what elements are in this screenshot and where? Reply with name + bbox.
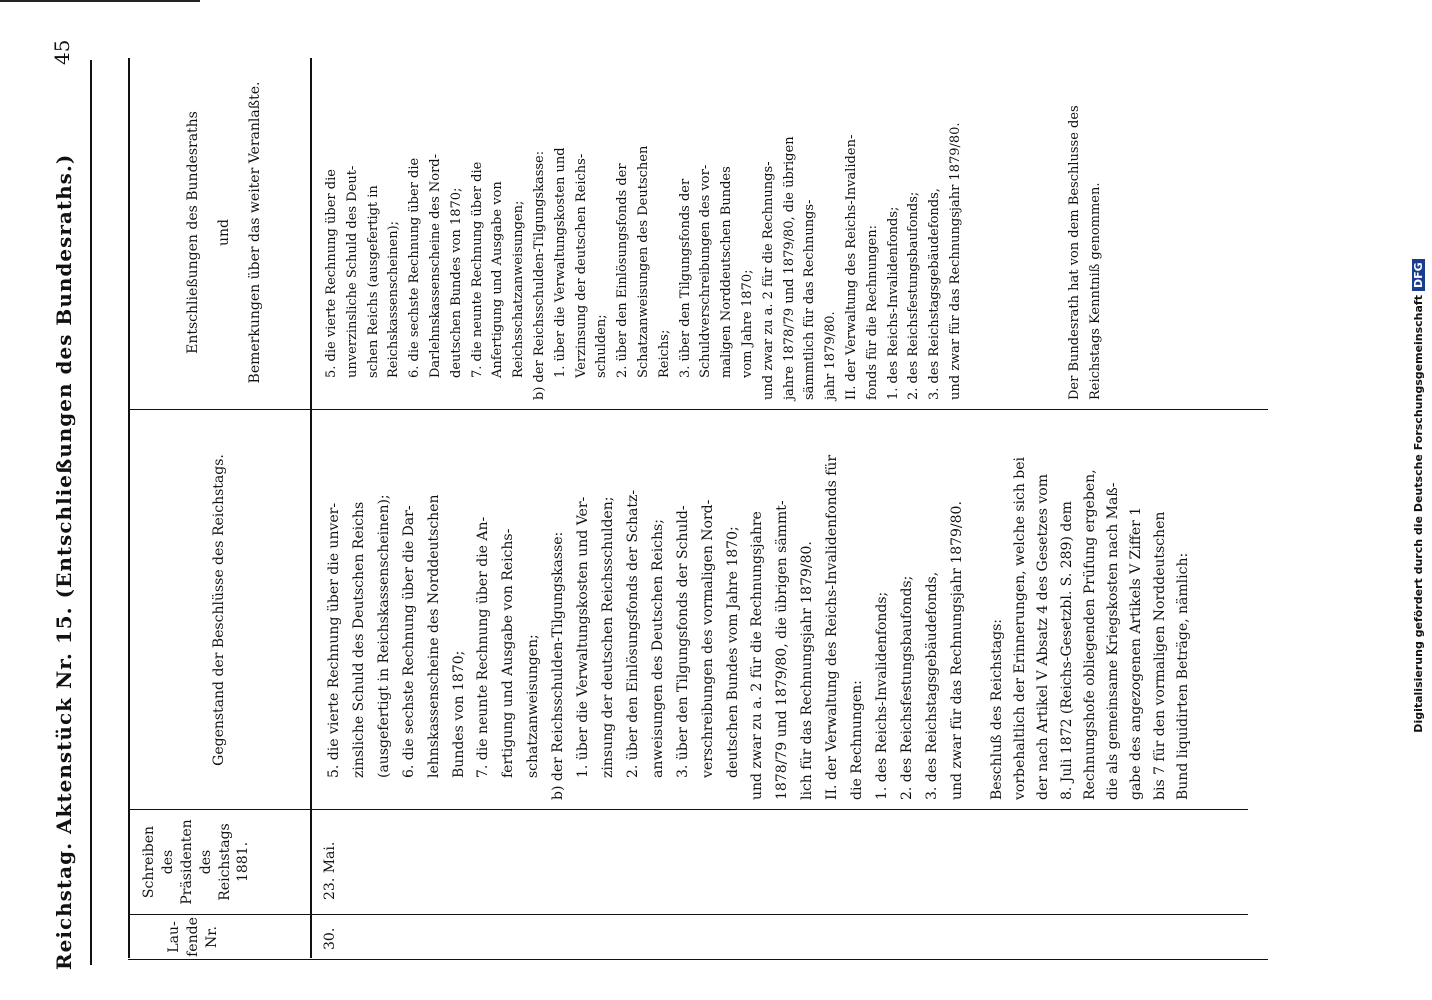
text-line: die als gemeinsame Kriegskosten nach Maß- [1105,482,1122,800]
text-line: 1878/79 und 1879/80, die übrigen sämmt- [774,500,791,800]
text-line: 7. die neunte Rechnung über die [469,161,485,378]
credit-label: Digitalisierung gefördert durch die Deutsche Forschungsgemeinschaft [1412,295,1425,733]
text-line: vom Jahre 1870; [739,269,755,378]
text-line: maligen Norddeutschen Bundes [719,166,735,378]
text-line: II. der Verwaltung des Reichs-Invaliden- [843,134,859,400]
text-line: II. der Verwaltung des Reichs-Invalidenfonds für [824,454,841,800]
text-line: anweisungen des Deutschen Reichs; [649,519,666,778]
text-line: 3. über den Tilgungsfonds der [677,178,693,378]
text-line: Bund liquidirten Beträge, nämlich: [1174,552,1191,800]
text-line: b) der Reichsschulden-Tilgungskasse: [531,150,547,400]
text-line: 7. die neunte Rechnung über die An- [475,516,492,778]
text-line: 2. über den Einlösungsfonds der Schatz- [624,489,641,778]
text-line: 8. Juli 1872 (Reichs-Gesetzbl. S. 289) dem [1058,501,1075,800]
text-line: 1. des Reichs-Invalidenfonds; [873,591,890,800]
text-line: 5. die vierte Rechnung über die [324,169,339,378]
text-line: jahre 1878/79 und 1879/80, die übrigen [781,136,797,400]
text-line: Rechnungshofe obliegenden Prüfung ergeben, [1081,469,1098,800]
text-line: lehnskassenscheine des Norddeutschen [425,494,442,778]
text-line: Reichstags Kenntniß genommen. [1087,182,1103,400]
text-line: 5. die vierte Rechnung über die unver- [326,502,342,778]
text-line: Schatzanweisungen des Deutschen [635,145,651,378]
text-line: fertigung und Ausgabe von Reichs- [500,528,517,778]
page-header [0,0,92,1000]
table-top-rule [128,58,130,958]
text-line: deutschen Bundes von 1870; [448,187,464,378]
row-number: 30. [322,927,338,950]
resolution-text [986,415,1195,800]
text-line: und zwar für das Rechnungsjahr 1879/80. [948,501,965,800]
text-line: 2. des Reichsfestungsbaufonds; [898,575,915,800]
page-number: 45 [50,39,74,65]
col-divider-3 [128,409,1268,410]
text-line: Darlehnskassenscheine des Nord- [427,153,443,378]
text-line: zinsung der deutschen Reichsschulden; [599,496,616,778]
row-date: 23. Mai. [322,841,338,900]
text-line: Der Bundesrath hat von dem Beschlusse des [1067,105,1082,400]
header-lfd-nr: Lau- fende Nr. [166,917,220,957]
text-line: 3. des Reichstagsgebäudefonds, [923,571,940,800]
header-date: Schreiben des Präsidenten des Reichstags 1881. [141,819,252,905]
text-line: Verzinsung der deutschen Reichs- [573,153,589,378]
text-line: Reichsschatzanweisungen; [511,200,527,378]
decision-note [1065,60,1107,400]
table-head-rule [310,58,312,958]
text-line: 1. des Reichs-Invalidenfonds; [885,206,901,400]
text-line: verschreibungen des vormaligen Nord- [699,499,716,778]
credit-text [1412,0,1425,996]
header-decisions: Entschließungen des Bundesraths und Bemerkungen über das weiter Veranlaßte. [185,81,263,384]
text-line: sämmtlich für das Rechnungs- [802,199,818,400]
text-line: 3. des Reichstagsgebäudefonds, [927,188,943,400]
text-line: schulden; [594,314,610,378]
digitization-credit [1400,0,1432,1000]
text-line: schatzanweisungen; [525,634,542,778]
text-line: die Rechnungen: [849,680,866,800]
text-line: unverzinsliche Schuld des Deut- [344,165,360,378]
text-line: lich für das Rechnungsjahr 1879/80. [799,541,816,800]
text-line: und zwar zu a. 2 für die Rechnungsjahre [749,511,766,800]
text-line: Anfertigung und Ausgabe von [490,181,506,378]
text-line: 2. des Reichsfestungsbaufonds; [906,191,922,400]
text-line: vorbehaltlich der Erinnerungen, welche sich bei [1012,456,1029,800]
text-line: und zwar für das Rechnungsjahr 1879/80. [947,122,963,400]
header-rule [90,60,92,965]
decisions-text [322,60,967,400]
text-line: der nach Artikel V Absatz 4 des Gesetzes vom [1035,474,1052,800]
text-line: gabe des angezogenen Artikels V Ziffer 1 [1128,506,1145,800]
text-line: bis 7 für den vormaligen Norddeutschen [1151,511,1168,800]
subject-text [322,415,970,800]
dfg-logo: DFG [1412,259,1425,291]
text-line: 2. über den Einlösungsfonds der [615,163,631,378]
col-divider-2 [128,809,1248,810]
running-header: Reichstag. Aktenstück Nr. 15. (Entschließungen des Bundesraths.) [52,153,76,970]
text-line: Schuldverschreibungen des vor- [698,164,714,378]
text-line: b) der Reichsschulden-Tilgungskasse: [550,531,567,800]
text-line: 3. über den Tilgungsfonds der Schuld- [674,505,691,778]
text-line: 1. über die Verwaltungskosten und Ver- [575,496,592,778]
text-line: und zwar zu a. 2 für die Rechnungs- [760,161,776,400]
text-line: zinsliche Schuld des Deutschen Reichs [350,501,367,778]
text-line: Beschluß des Reichstags: [989,619,1005,800]
text-line: schen Reichs (ausgefertigt in [365,185,381,378]
text-line: jahr 1879/80. [823,311,839,400]
text-line: Reichs; [656,329,672,378]
text-line: Reichskassenscheinen); [386,220,402,378]
text-line: Bundes von 1870; [450,650,467,778]
text-line: 1. über die Verwaltungskosten und [552,147,568,378]
text-line: 6. die sechste Rechnung über die Dar- [400,505,417,778]
text-line: fonds für die Rechnungen: [864,225,880,400]
text-line: 6. die sechste Rechnung über die [407,157,423,378]
header-subject: Gegenstand der Beschlüsse des Reichstags. [211,454,227,766]
text-line: (ausgefertigt in Reichskassenscheinen); [375,494,392,778]
col-divider-1 [128,914,1248,915]
text-line: deutschen Bundes vom Jahre 1870; [724,526,741,778]
table-left-rule [128,959,1268,960]
